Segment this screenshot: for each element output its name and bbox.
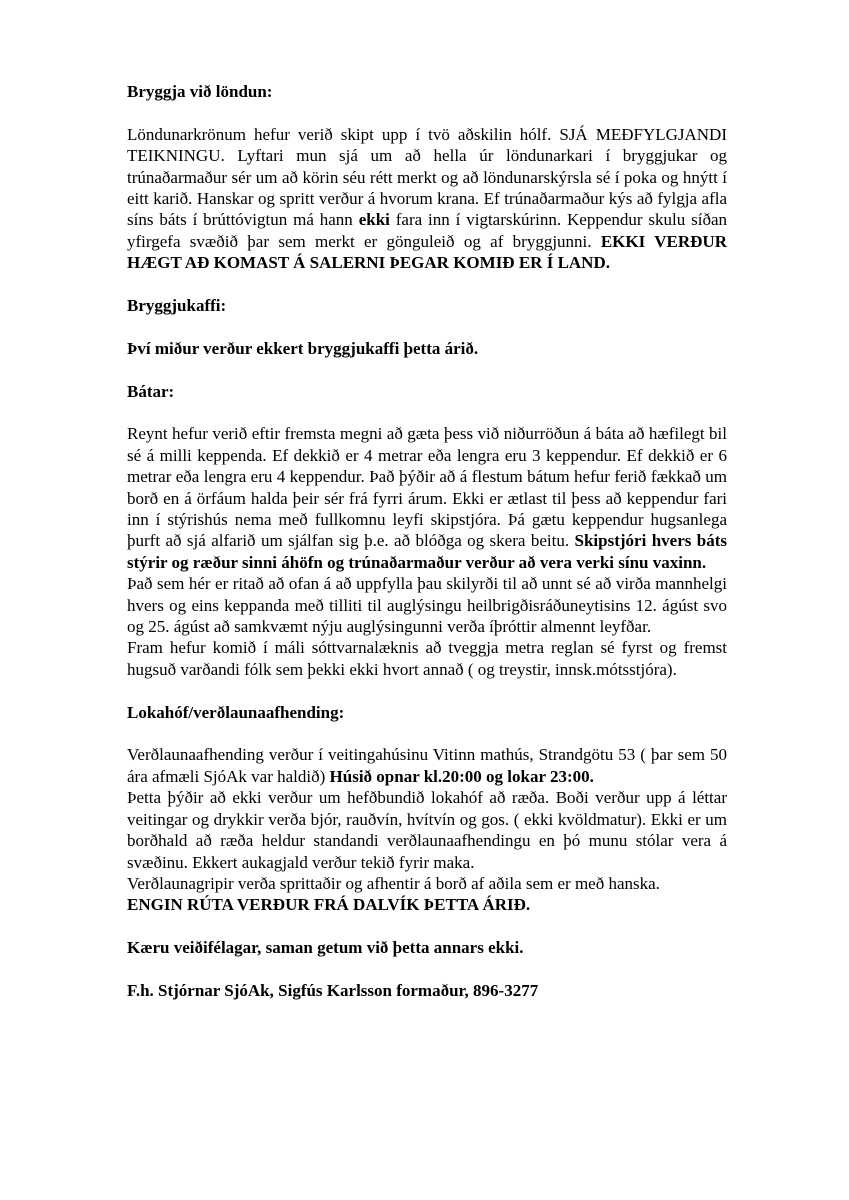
text-run-bold: Húsið opnar kl.20:00 og lokar 23:00. [329,766,594,786]
paragraph-lokahof-2 [127,787,727,873]
paragraph-engin-ruta [127,894,727,915]
text-run-bold: EKKI VERÐUR HÆGT AÐ KOMAST Á SALERNI ÞEGAR KOMIÐ ER Í LAND. [127,231,727,273]
closing-line-signature: F.h. Stjórnar SjóAk, Sigfús Karlsson formaður, 896-3277 [127,980,539,1000]
paragraph-bryggjukaffi [127,338,727,359]
text-run: Verðlaunagripir verða sprittaðir og afhentir á borð af aðila sem er með hanska. [127,873,660,893]
text-run: fara inn í vigtarskúrinn. Keppendur skulu síðan yfirgefa svæðið þar sem merkt er gönguleið og af bryggjunni. [127,210,728,251]
section-heading-bryggja-vid-londun: Bryggja við löndun: [127,82,273,101]
section-heading-bryggjukaffi: Bryggjukaffi: [127,296,227,316]
text-run-bold: ENGIN RÚTA VERÐUR FRÁ DALVÍK ÞETTA ÁRIÐ. [127,895,531,915]
text-run-bold: Því miður verður ekkert bryggjukaffi þetta árið. [127,338,479,358]
text-run: Verðlaunaafhending verður í veitingahúsinu Vitinn mathús, Strandgötu 53 ( þar sem 50 ára afmæli SjóAk var haldið) [127,745,727,786]
paragraph-lokahof-1 [127,744,727,787]
paragraph-batar-2 [127,573,727,637]
section-heading-lokahof: Lokahóf/verðlaunaafhending: [127,702,345,722]
section-heading-batar: Bátar: [127,381,175,401]
text-run-bold: ekki [358,210,390,230]
closing-line-greeting: Kæru veiðifélagar, saman getum við þetta annars ekki. [127,938,524,958]
text-run: Þetta þýðir að ekki verður um hefðbundið lokahóf að ræða. Boði verður upp á léttar veitingar og drykkir verða bjór, rauðvín, hvítvín og gos. ( ekki kvöldmatur). Ekki er um borðhald að ræða heldur standandi verðlaunaafhendingu en þó munu stólar vera á svæðinu. Ekkert aukagjald verður tekið fyrir maka. [127,788,727,872]
paragraph-batar-3 [127,637,727,680]
text-run: Löndunarkrönum hefur verið skipt upp í tvö aðskilin hólf. SJÁ MEÐFYLGJANDI TEIKNINGU. Lyftari mun sjá um að hella úr löndunarkari í bryggjukar og trúnaðarmaður sér um að körin séu rétt merkt og að löndunarskýrsla sé í poka og hnýtt í eitt karið. Hanskar og spritt verður á hvorum krana. Ef trúnaðarmaður kýs að fylgja afla síns báts í brúttóvigtun má hann [127,124,727,230]
paragraph-batar-1 [127,423,727,573]
text-run: Reynt hefur verið eftir fremsta megni að gæta þess við niðurröðun á báta að hæfilegt bil sé á milli keppenda. Ef dekkið er 4 metrar eða lengra eru 3 keppendur. Ef dekkið er 6 metrar eða lengra eru 4 keppendur. Það þýðir að á flestum bátum hefur ferið fækkað um borð en á örfáum halda þeir sér frá fyrri árum. Ekki er ætlast til þess að keppendur fari inn í stýrishús nema með fullkomnu leyfi skipstjóra. Þá gætu keppendur hugsanlega þurft að sjá alfarið um sjálfan sig þ.e. að blóðga og skera beitu. [127,424,727,551]
text-run: Fram hefur komið í máli sóttvarnalæknis að tveggja metra reglan sé fyrst og fremst hugsuð varðandi fólk sem þekki ekki hvort annað ( og treystir, innsk.mótsstjóra). [127,638,727,679]
text-run: Það sem hér er ritað að ofan á að uppfylla þau skilyrði til að unnt sé að virða mannhelgi hvers og eins keppanda með tilliti til auglýsingu heilbrigðisráðuneytisins 12. ágúst svo og 25. ágúst að samkvæmt nýju auglýsingunni verða íþróttir almennt leyfðar. [127,574,727,637]
paragraph-lokahof-3 [127,873,727,894]
paragraph-londun [127,124,727,274]
text-run-bold: Skipstjóri hvers báts stýrir og ræður sinni áhöfn og trúnaðarmaður verður að vera verki sínu vaxinn. [127,531,728,572]
